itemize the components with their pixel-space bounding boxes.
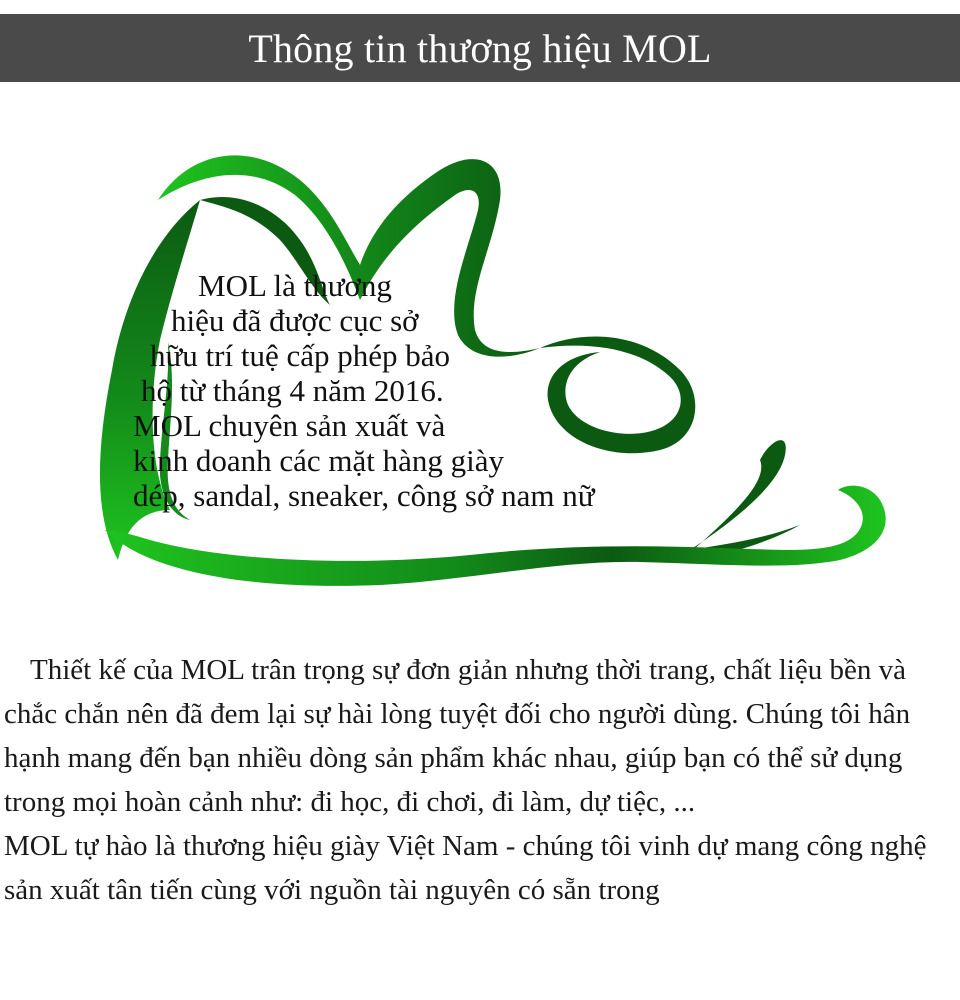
article-paragraph: Thiết kế của MOL trân trọng sự đơn giản nhưng thời trang, chất liệu bền và chắc chắn nên đã đem lại sự hài lòng tuyệt đối cho người dùng. Chúng tôi hân hạnh mang đến bạn nhiều dòng sản phẩm khác nhau, giúp bạn có thể sử dụng trong mọi hoàn cảnh như: đi học, đi chơi, đi làm, dự tiệc, ... — [4, 654, 911, 818]
logo-line-4: hộ từ tháng 4 năm 2016. — [141, 373, 444, 408]
shoe-logo-graphic — [0, 130, 960, 610]
logo-line-5: MOL chuyên sản xuất và — [133, 408, 446, 443]
article-body — [4, 648, 954, 912]
logo-l-stroke — [680, 440, 800, 562]
logo-line-3: hữu trí tuệ cấp phép bảo — [150, 338, 451, 373]
logo-loop — [540, 336, 695, 453]
logo-line-1: MOL là thương — [198, 268, 392, 303]
logo-line-7: dép, sandal, sneaker, công sở nam nữ — [133, 478, 595, 513]
logo-line-6: kinh doanh các mặt hàng giày — [133, 443, 505, 478]
brand-logo — [0, 130, 960, 610]
logo-line-2: hiệu đã được cục sở — [171, 303, 419, 338]
page-title: Thông tin thương hiệu MOL — [248, 25, 712, 71]
article-paragraph: MOL tự hào là thương hiệu giày Việt Nam - chúng tôi vinh dự mang công nghệ sản xuất tân tiến cùng với nguồn tài nguyên có sẵn trong — [4, 830, 927, 906]
title-bar — [0, 14, 960, 82]
